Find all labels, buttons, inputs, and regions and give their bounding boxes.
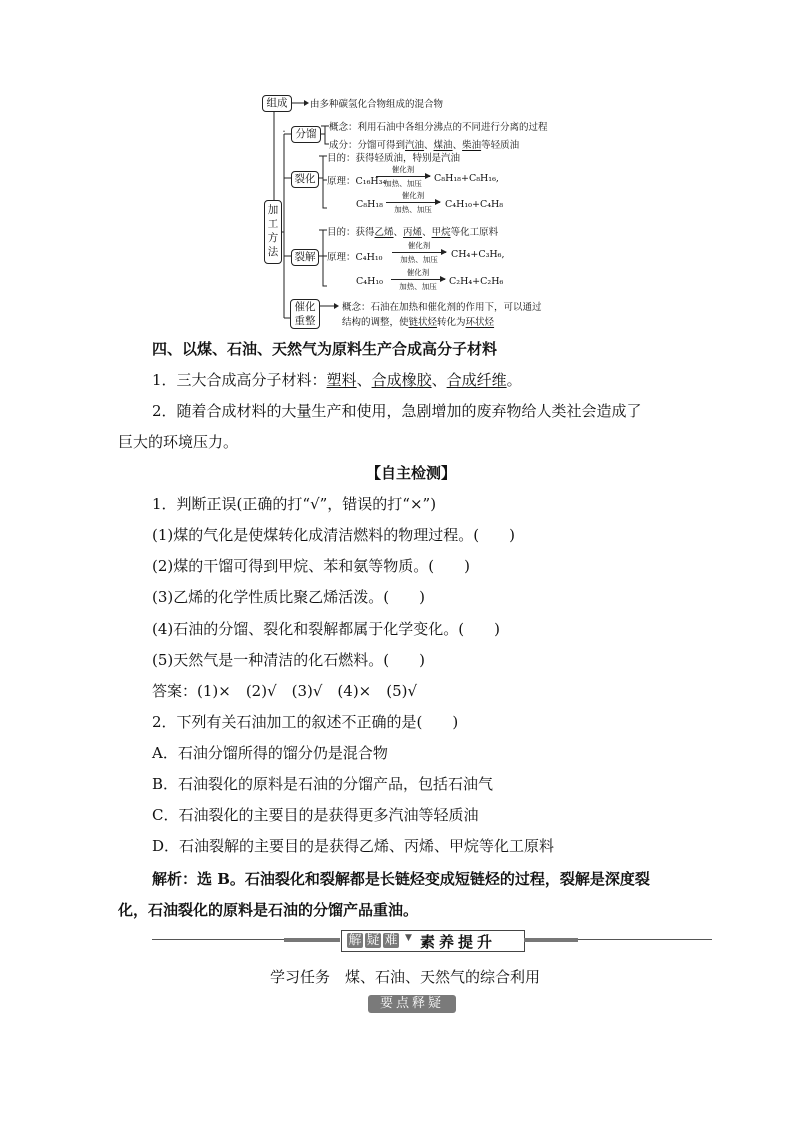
task-title: 学习任务 煤、石油、天然气的综合利用 [270,968,541,986]
section4-item1 [152,369,522,390]
banner-tag-1: 解 [348,933,362,948]
crack-eq1-left: C₁₆H₃₄ [355,176,387,187]
q2-stem: 2．下列有关石油加工的叙述不正确的是( ) [152,713,459,731]
cleave-product-ethylene: 乙烯 [374,227,394,238]
q2-analysis-line1: 解析：选 B。石油裂化和裂解都是长链烃变成短链烃的过程，裂解是深度裂 [152,870,650,888]
q2-option-d: D．石油裂解的主要目的是获得乙烯、丙烯、甲烷等化工原料 [152,837,555,855]
q1-item-5: (5)天然气是一种清洁的化石燃料。( ) [152,651,425,669]
banner-dot: ▼ [405,933,412,943]
reform-concept-line2 [342,314,494,328]
cleave-eq1-conditions: 加热、加压 [400,255,438,264]
q1-answer: 答案：(1)× (2)√ (3)√ (4)× (5)√ [152,682,418,700]
cleave-purpose-prefix: 目的：获得 [327,227,375,238]
cleave-principle-label: 原理： [327,252,356,263]
q1-item-3: (3)乙烯的化学性质比聚乙烯活泼。( ) [152,588,425,606]
cleave-eq1-left: C₄H₁₀ [355,252,383,263]
banner-tag-2: 疑 [366,933,380,948]
q2-analysis-line2: 化，石油裂化的原料是石油的分馏产品重油。 [118,901,419,919]
cleave-eq2-left: C₄H₁₀ [356,276,383,287]
cleave-eq2-catalyst: 催化剂 [406,268,430,277]
crack-eq2-catalyst: 催化剂 [401,191,425,200]
crack-eq1-arrow [376,164,430,189]
crack-eq2-arrow [386,190,440,215]
material-plastic: 塑料 [326,371,357,389]
crack-eq2-left: C₈H₁₈ [356,199,383,210]
crack-principle-label: 原理： [327,176,356,187]
reform-chain: 链状烃 [408,317,438,328]
distill-product-kerosene: 煤油 [433,140,453,151]
material-rubber: 合成橡胶 [371,371,432,389]
cleave-eq1-catalyst: 催化剂 [407,241,431,250]
crack-eq1-conditions: 加热、加压 [384,179,422,188]
reform-label-2: 重整 [294,315,316,327]
processing-label: 加工方法 [267,204,279,258]
self-check-title: 【自主检测】 [366,464,457,482]
distill-composition-suffix: 等轻质油 [481,140,520,151]
cleave-product-methane: 甲烷 [431,227,451,238]
sep-1: 、 [356,371,372,389]
reform-label-1: 催化 [294,301,316,313]
q2-option-a: A．石油分馏所得的馏分仍是混合物 [152,744,388,762]
distill-product-gasoline: 汽油 [405,140,425,151]
q1-item-1: (1)煤的气化是使煤转化成清洁燃料的物理过程。( ) [152,526,515,544]
banner-line-left-thick [284,938,340,942]
processing-box [264,200,282,264]
q2-option-c: C．石油裂化的主要目的是获得更多汽油等轻质油 [152,806,479,824]
reform-mid: 转化为 [437,317,466,328]
composition-text: 由多种碳氢化合物组成的混合物 [310,99,444,110]
material-fiber: 合成纤维 [446,371,507,389]
distill-product-diesel: 柴油 [462,140,482,151]
crack-purpose: 目的：获得轻质油，特别是汽油 [327,153,461,164]
key-points-badge: 要点释疑 [368,995,456,1013]
reform-concept-line1: 概念：石油在加热和催化剂的作用下，可以通过 [342,302,542,313]
section4-item2-line2: 巨大的环境压力。 [118,433,239,451]
cleave-purpose: 目的：获得乙烯、丙烯、甲烷等化工原料 [327,227,499,238]
cleave-product-propylene: 丙烯 [403,227,423,238]
distill-composition-prefix: 成分：分馏可得到 [329,140,406,151]
cleave-eq1-arrow [392,240,446,265]
cleave-eq1 [327,249,383,263]
section4-item1-prefix: 1．三大合成高分子材料： [152,371,327,389]
cleave-eq1-right: CH₄+C₃H₆, [451,249,505,260]
reform-ring: 环状烃 [465,317,495,328]
crack-eq1-right: C₈H₁₈+C₈H₁₆, [434,173,499,184]
cleave-purpose-suffix: 等化工原料 [450,227,499,238]
distill-composition: 成分：分馏可得到汽油、煤油、柴油等轻质油 [329,140,520,151]
distill-concept: 概念：利用石油中各组分沸点的不同进行分离的过程 [329,122,548,133]
q1-item-4: (4)石油的分馏、裂化和裂解都属于化学变化。( ) [152,620,500,638]
crack-eq1-catalyst: 催化剂 [391,165,415,174]
cleave-box: 裂解 [291,249,319,266]
banner-line-right [578,939,712,940]
crack-eq2-conditions: 加热、加压 [394,205,432,214]
banner-title: 素养提升 [420,933,497,951]
q2-option-b: B．石油裂化的原料是石油的分馏产品，包括石油气 [152,775,494,793]
crack-eq2-right: C₄H₁₀+C₄H₈ [445,199,504,210]
q1-stem: 1．判断正误(正确的打“√”，错误的打“×”) [152,495,437,513]
banner-tag-3: 难 [384,933,398,948]
banner-line-left [152,939,284,940]
section4-item2-line1: 2．随着合成材料的大量生产和使用，急剧增加的废弃物给人类社会造成了 [152,402,642,420]
distill-box: 分馏 [291,126,321,143]
cleave-eq2-arrow [391,267,445,292]
sep-2: 、 [431,371,447,389]
crack-box: 裂化 [291,171,319,188]
cleave-eq2-conditions: 加热、加压 [399,282,437,291]
reform-line2-prefix: 结构的调整，使 [342,317,409,328]
item1-end: 。 [506,371,522,389]
composition-box: 组成 [262,95,292,112]
section4-heading: 四、以煤、石油、天然气为原料生产合成高分子材料 [152,340,498,358]
q1-item-2: (2)煤的干馏可得到甲烷、苯和氨等物质。( ) [152,557,470,575]
reform-box [290,299,320,329]
cleave-eq2-right: C₂H₄+C₂H₆ [449,276,504,287]
banner-line-right-thick [524,938,578,942]
